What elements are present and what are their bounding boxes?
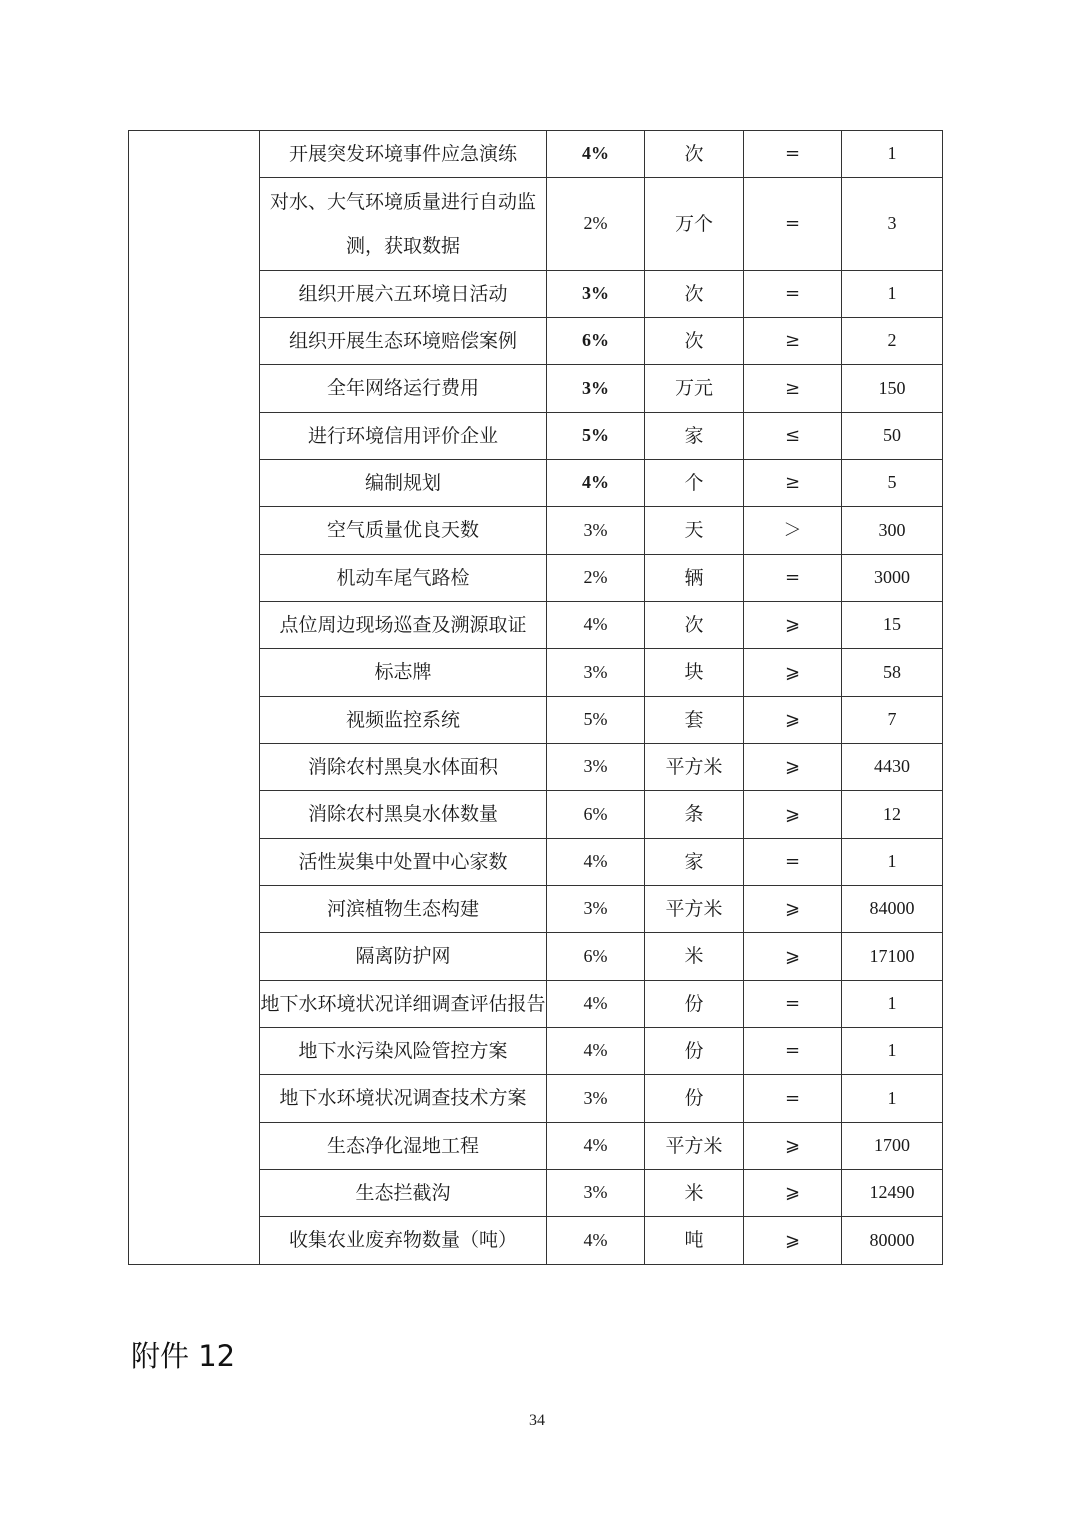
- indicator-value: 3: [842, 178, 943, 271]
- indicator-unit: 条: [645, 791, 744, 839]
- indicator-unit: 份: [645, 1075, 744, 1123]
- attachment-heading: 附件 12: [131, 1339, 236, 1373]
- indicator-name: 地下水环境状况详细调查评估报告: [260, 981, 547, 1028]
- indicator-value: 4430: [842, 744, 943, 791]
- indicator-operator: ≤: [744, 413, 842, 460]
- indicator-weight: 3%: [547, 1075, 645, 1123]
- indicator-weight: 4%: [547, 460, 645, 507]
- indicator-weight: 4%: [547, 1217, 645, 1265]
- indicator-name: 组织开展生态环境赔偿案例: [260, 318, 547, 365]
- indicator-value: 12: [842, 791, 943, 839]
- indicator-operator: ⩾: [744, 697, 842, 744]
- indicator-value: 150: [842, 365, 943, 413]
- indicator-table: [128, 130, 943, 1265]
- indicator-name: 生态净化湿地工程: [260, 1123, 547, 1170]
- indicator-value: 1: [842, 981, 943, 1028]
- indicator-value: 15: [842, 602, 943, 649]
- indicator-weight: 6%: [547, 933, 645, 981]
- indicator-weight: 2%: [547, 555, 645, 602]
- indicator-name: 编制规划: [260, 460, 547, 507]
- indicator-operator: =: [744, 271, 842, 318]
- indicator-name: 空气质量优良天数: [260, 507, 547, 555]
- indicator-unit: 平方米: [645, 744, 744, 791]
- indicator-unit: 次: [645, 318, 744, 365]
- indicator-weight: 2%: [547, 178, 645, 271]
- indicator-name: 开展突发环境事件应急演练: [260, 131, 547, 178]
- indicator-value: 80000: [842, 1217, 943, 1265]
- indicator-value: 1: [842, 839, 943, 886]
- indicator-value: 1700: [842, 1123, 943, 1170]
- indicator-operator: ⩾: [744, 1217, 842, 1265]
- indicator-name: 全年网络运行费用: [260, 365, 547, 413]
- indicator-value: 50: [842, 413, 943, 460]
- indicator-weight: 6%: [547, 791, 645, 839]
- indicator-unit: 套: [645, 697, 744, 744]
- indicator-weight: 4%: [547, 839, 645, 886]
- indicator-unit: 吨: [645, 1217, 744, 1265]
- indicator-weight: 3%: [547, 649, 645, 697]
- indicator-unit: 份: [645, 1028, 744, 1075]
- indicator-value: 1: [842, 271, 943, 318]
- indicator-weight: 4%: [547, 1123, 645, 1170]
- indicator-weight: 3%: [547, 365, 645, 413]
- indicator-name: 对水、大气环境质量进行自动监测，获取数据: [260, 178, 547, 271]
- indicator-weight: 4%: [547, 1028, 645, 1075]
- indicator-name: 机动车尾气路检: [260, 555, 547, 602]
- indicator-unit: 万个: [645, 178, 744, 271]
- indicator-name: 组织开展六五环境日活动: [260, 271, 547, 318]
- indicator-weight: 4%: [547, 131, 645, 178]
- indicator-operator: ≥: [744, 460, 842, 507]
- indicator-operator: ≥: [744, 365, 842, 413]
- indicator-weight: 3%: [547, 1170, 645, 1217]
- indicator-value: 17100: [842, 933, 943, 981]
- indicator-name: 隔离防护网: [260, 933, 547, 981]
- indicator-operator: ⩾: [744, 791, 842, 839]
- indicator-weight: 5%: [547, 697, 645, 744]
- indicator-name: 活性炭集中处置中心家数: [260, 839, 547, 886]
- indicator-unit: 米: [645, 933, 744, 981]
- indicator-operator: ⩾: [744, 1123, 842, 1170]
- indicator-operator: =: [744, 1028, 842, 1075]
- indicator-value: 300: [842, 507, 943, 555]
- indicator-value: 12490: [842, 1170, 943, 1217]
- indicator-unit: 辆: [645, 555, 744, 602]
- indicator-unit: 天: [645, 507, 744, 555]
- indicator-unit: 次: [645, 271, 744, 318]
- indicator-operator: =: [744, 178, 842, 271]
- indicator-operator: ⩾: [744, 602, 842, 649]
- indicator-weight: 3%: [547, 744, 645, 791]
- indicator-unit: 平方米: [645, 886, 744, 933]
- indicator-unit: 次: [645, 602, 744, 649]
- indicator-unit: 份: [645, 981, 744, 1028]
- category-cell-empty: [129, 131, 260, 1265]
- indicator-value: 7: [842, 697, 943, 744]
- indicator-operator: ⩾: [744, 933, 842, 981]
- indicator-name: 生态拦截沟: [260, 1170, 547, 1217]
- indicator-name: 消除农村黑臭水体数量: [260, 791, 547, 839]
- indicator-name: 视频监控系统: [260, 697, 547, 744]
- indicator-operator: =: [744, 981, 842, 1028]
- indicator-unit: 个: [645, 460, 744, 507]
- indicator-value: 3000: [842, 555, 943, 602]
- indicator-unit: 万元: [645, 365, 744, 413]
- indicator-unit: 米: [645, 1170, 744, 1217]
- indicator-unit: 平方米: [645, 1123, 744, 1170]
- indicator-unit: 家: [645, 413, 744, 460]
- indicator-value: 1: [842, 131, 943, 178]
- indicator-name: 标志牌: [260, 649, 547, 697]
- indicator-name: 消除农村黑臭水体面积: [260, 744, 547, 791]
- indicator-operator: ≥: [744, 318, 842, 365]
- indicator-weight: 6%: [547, 318, 645, 365]
- indicator-weight: 4%: [547, 602, 645, 649]
- indicator-unit: 块: [645, 649, 744, 697]
- indicator-value: 1: [842, 1028, 943, 1075]
- indicator-value: 1: [842, 1075, 943, 1123]
- indicator-value: 2: [842, 318, 943, 365]
- indicator-weight: 3%: [547, 886, 645, 933]
- indicator-operator: =: [744, 1075, 842, 1123]
- indicator-name: 地下水环境状况调查技术方案: [260, 1075, 547, 1123]
- page-number: 34: [529, 1412, 545, 1429]
- indicator-operator: ⩾: [744, 744, 842, 791]
- indicator-operator: ＞: [744, 507, 842, 555]
- indicator-name: 收集农业废弃物数量（吨）: [260, 1217, 547, 1265]
- indicator-name: 地下水污染风险管控方案: [260, 1028, 547, 1075]
- indicator-value: 58: [842, 649, 943, 697]
- indicator-operator: ⩾: [744, 649, 842, 697]
- indicator-weight: 5%: [547, 413, 645, 460]
- indicator-weight: 3%: [547, 271, 645, 318]
- indicator-operator: =: [744, 555, 842, 602]
- indicator-name: 河滨植物生态构建: [260, 886, 547, 933]
- indicator-name: 进行环境信用评价企业: [260, 413, 547, 460]
- indicator-unit: 家: [645, 839, 744, 886]
- indicator-operator: ⩾: [744, 1170, 842, 1217]
- indicator-weight: 3%: [547, 507, 645, 555]
- indicator-value: 5: [842, 460, 943, 507]
- indicator-operator: =: [744, 131, 842, 178]
- table-row: [129, 131, 943, 178]
- indicator-value: 84000: [842, 886, 943, 933]
- indicator-operator: =: [744, 839, 842, 886]
- indicator-name: 点位周边现场巡查及溯源取证: [260, 602, 547, 649]
- indicator-operator: ⩾: [744, 886, 842, 933]
- indicator-weight: 4%: [547, 981, 645, 1028]
- indicator-unit: 次: [645, 131, 744, 178]
